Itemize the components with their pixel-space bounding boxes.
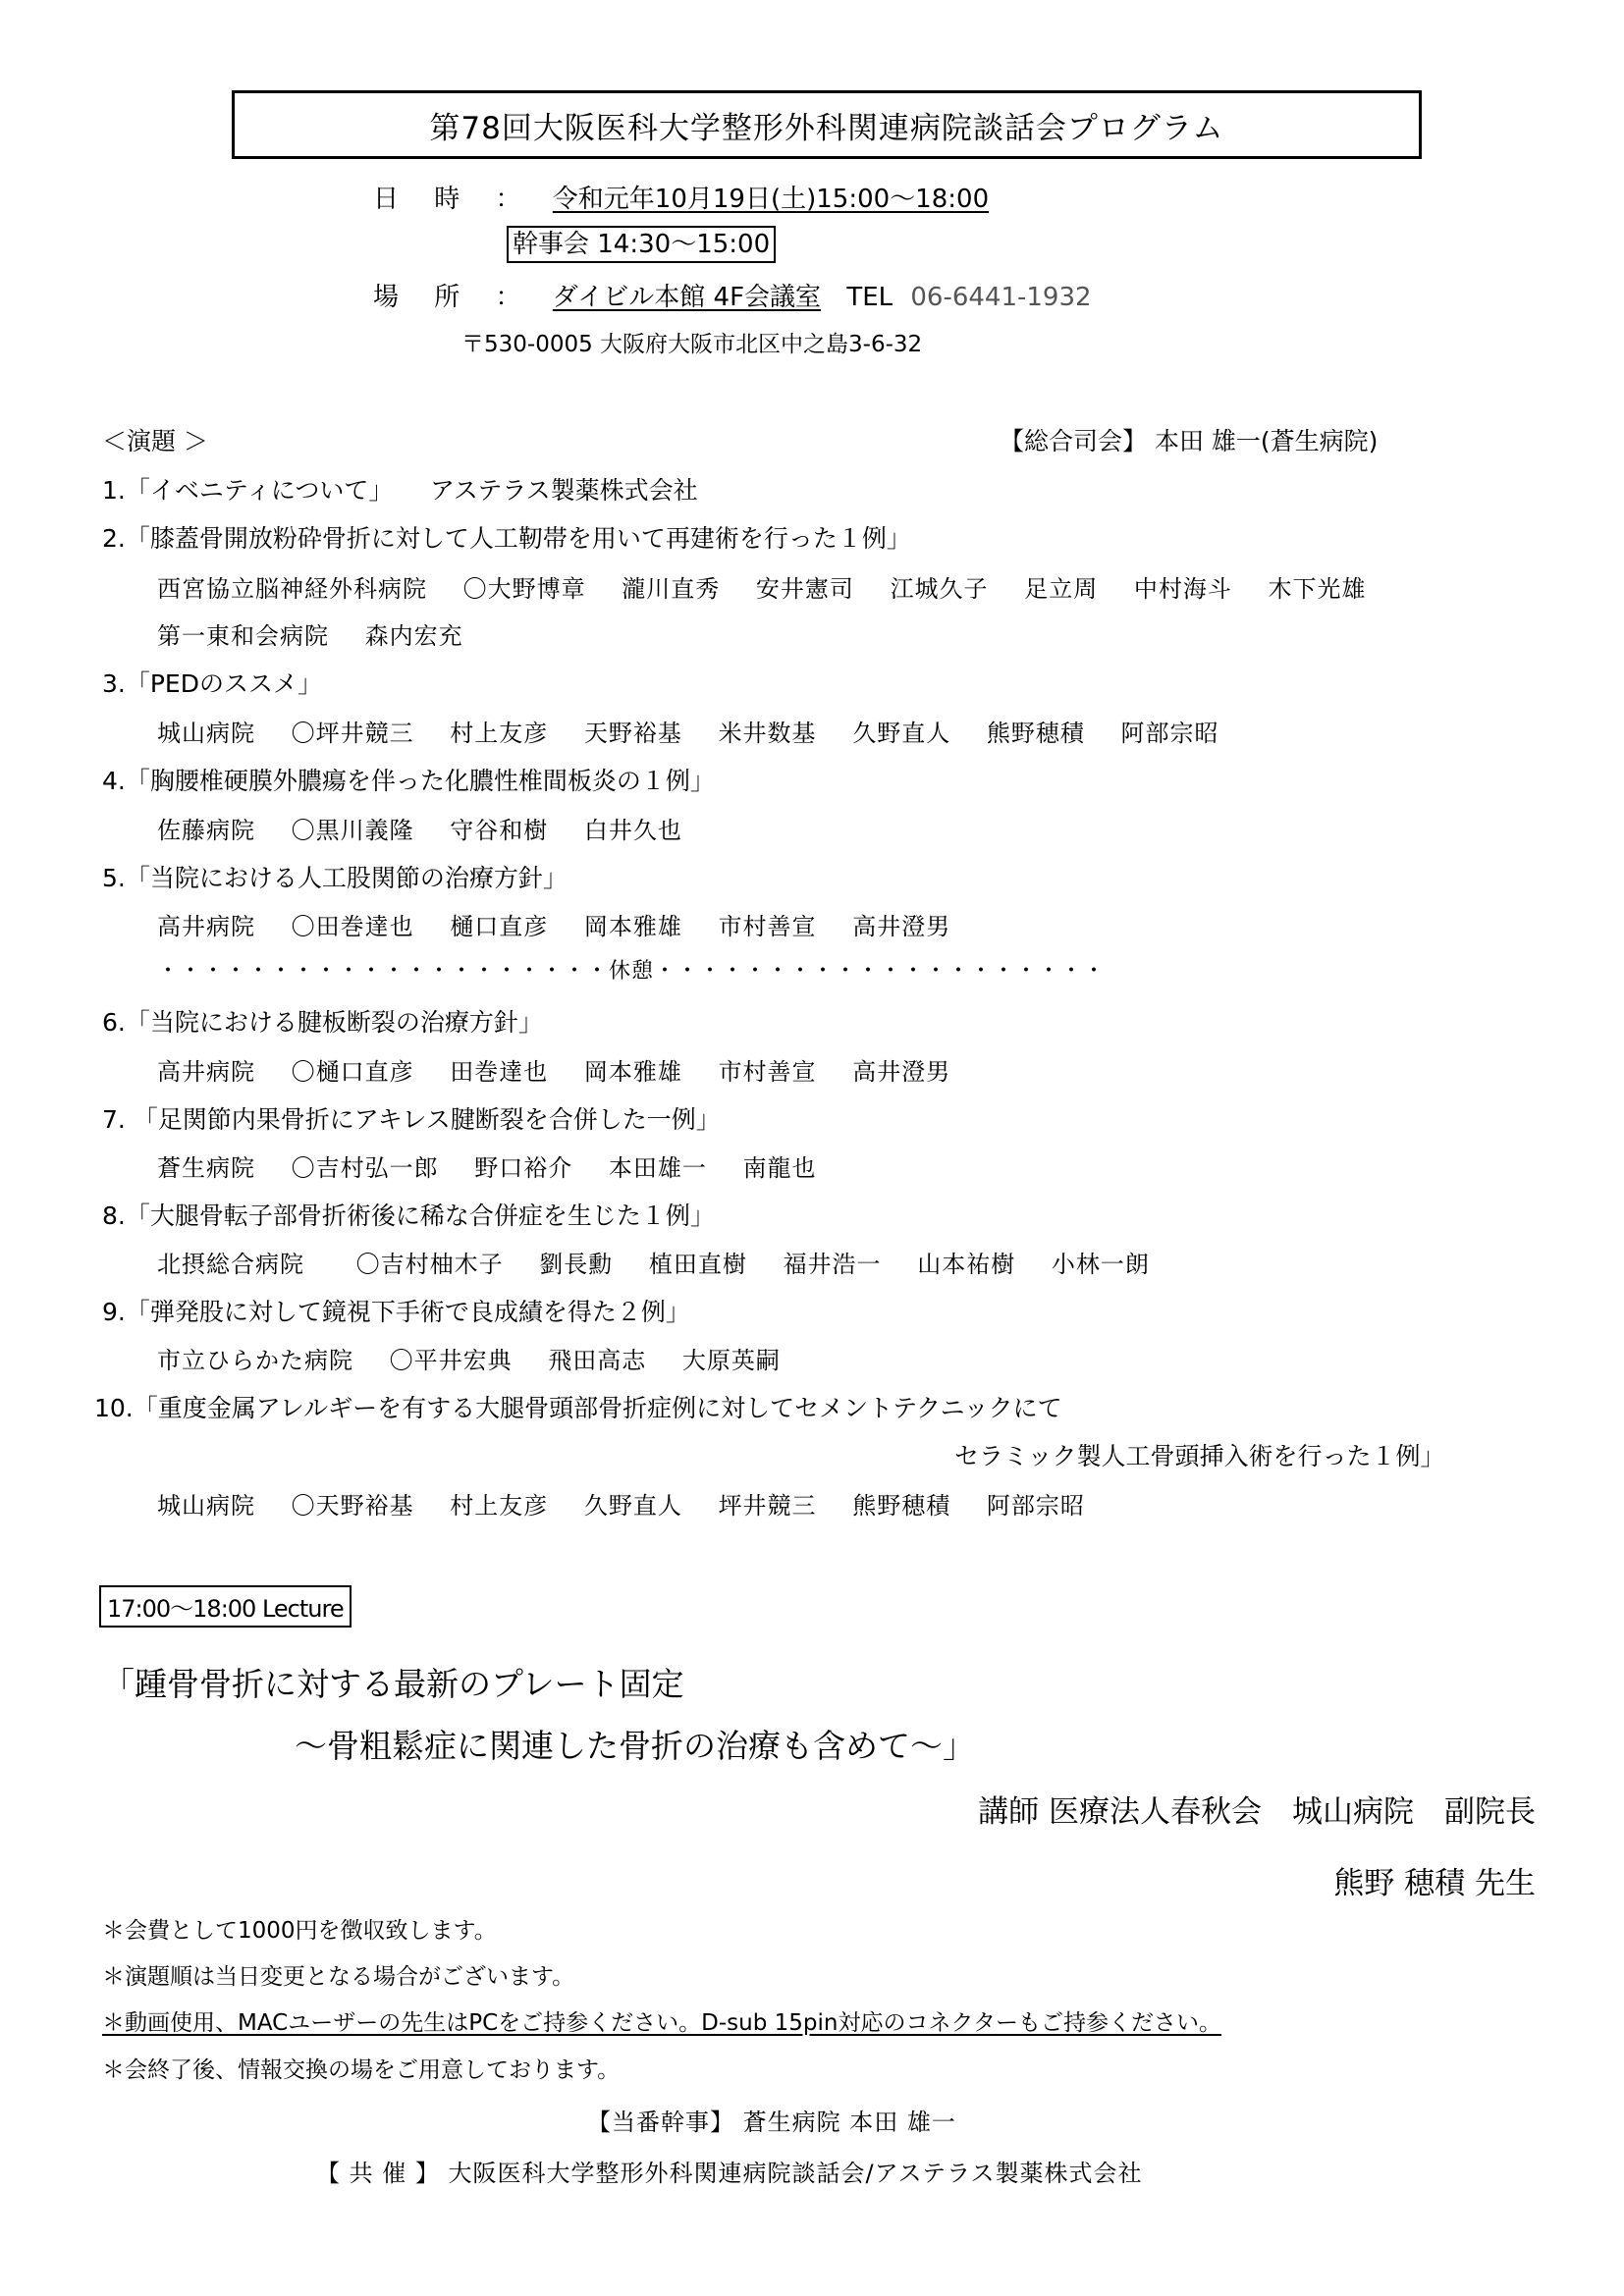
program-heading: ＜演題 ＞ — [102, 427, 208, 455]
tel-number: 06-6441-1932 — [910, 283, 1092, 312]
lecture-time: 17:00～18:00 Lecture — [99, 1585, 352, 1628]
author: 飛田高志 — [548, 1347, 647, 1374]
presenter: 〇黒川義隆 — [291, 817, 414, 844]
presenter: 〇坪井競三 — [291, 720, 414, 747]
note-fee: ＊会費として1000円を徴収致します。 — [102, 1918, 497, 1944]
affiliation: 城山病院 — [157, 1492, 255, 1520]
lecture-title-line-1: 「踵骨骨折に対する最新のプレート固定 — [102, 1665, 684, 1703]
author: 熊野穂積 — [852, 1492, 951, 1520]
author: 岡本雅雄 — [583, 913, 682, 940]
author: 森内宏充 — [364, 622, 463, 650]
datetime-row — [373, 179, 989, 215]
author: 大原英嗣 — [681, 1347, 781, 1374]
break-line: ・・・・・・・・・・・・・・・・・・・・休憩・・・・・・・・・・・・・・・・・・・・ — [157, 959, 1107, 984]
author: 高井澄男 — [852, 913, 951, 940]
author: 山本祐樹 — [917, 1251, 1016, 1278]
affiliation: 西宮協立脳神経外科病院 — [157, 575, 427, 603]
secretary-meeting: 幹事会 14:30～15:00 — [507, 226, 776, 263]
author: 阿部宗昭 — [986, 1492, 1085, 1520]
duty-secretary: 【当番幹事】 蒼生病院 本田 雄一 — [587, 2109, 956, 2136]
author: 劉長勳 — [539, 1251, 614, 1278]
author: 高井澄男 — [852, 1058, 951, 1086]
author: 坪井競三 — [718, 1492, 817, 1520]
talk-8-authors — [157, 1245, 1177, 1279]
talk-6-title: 6.「当院における腱板断裂の治療方針」 — [102, 1008, 543, 1037]
talk-2-title: 2.「膝蓋骨開放粉砕骨折に対して人工靭帯を用いて再建術を行った１例」 — [102, 524, 911, 553]
cosponsor: 【 共 催 】 大阪医科大学整形外科関連病院談話会/アステラス製薬株式会社 — [316, 2160, 1143, 2187]
author: 天野裕基 — [583, 720, 682, 747]
presenter: 〇田巻達也 — [291, 913, 414, 940]
venue-name: ダイビル本館 4F会議室 — [552, 283, 822, 312]
venue-address: 〒530-0005 大阪府大阪市北区中之島3-6-32 — [461, 332, 923, 357]
author: 安井憲司 — [755, 575, 854, 603]
talk-7-title: 7. 「足関節内果骨折にアキレス腱断裂を合併した一例」 — [102, 1105, 721, 1134]
author: 本田雄一 — [608, 1154, 707, 1182]
author: 田巻達也 — [450, 1058, 549, 1086]
talk-9-title: 9.「弾発股に対して鏡視下手術で良成績を得た２例」 — [102, 1298, 690, 1326]
affiliation: 高井病院 — [157, 913, 255, 940]
affiliation: 佐藤病院 — [157, 817, 255, 844]
author: 野口裕介 — [474, 1154, 573, 1182]
presenter: 〇吉村柚木子 — [355, 1251, 504, 1278]
datetime-value: 令和元年10月19日(土)15:00～18:00 — [552, 185, 990, 214]
author: 米井数基 — [718, 720, 817, 747]
tel-label: TEL — [846, 283, 893, 312]
talk-10-title: 10.「重度金属アレルギーを有する大腿骨頭部骨折症例に対してセメントテクニックにて — [94, 1394, 1062, 1422]
talk-9-authors — [157, 1341, 808, 1375]
venue-label: 場 所 ： — [373, 283, 535, 312]
talk-1-title: 1.「イベニティについて」 アステラス製薬株式会社 — [102, 476, 698, 505]
datetime-label: 日 時 ： — [373, 185, 535, 214]
talk-2-authors-line-2 — [157, 616, 491, 651]
talk-8-title: 8.「大腿骨転子部骨折術後に稀な合併症を生じた１例」 — [102, 1201, 715, 1230]
venue-row — [373, 277, 1092, 313]
talk-10-authors — [157, 1486, 1112, 1521]
author: 小林一朗 — [1051, 1251, 1150, 1278]
author: 木下光雄 — [1268, 575, 1367, 603]
affiliation: 北摂総合病院 — [157, 1251, 304, 1278]
presenter: 〇大野博章 — [462, 575, 586, 603]
affiliation: 第一東和会病院 — [157, 622, 329, 650]
affiliation: 市立ひらかた病院 — [157, 1347, 353, 1374]
lecture-speaker-affiliation: 講師 医療法人春秋会 城山病院 副院長 — [978, 1794, 1536, 1830]
talk-6-authors — [157, 1052, 978, 1087]
author: 福井浩一 — [783, 1251, 882, 1278]
author: 植田直樹 — [648, 1251, 747, 1278]
author: 足立周 — [1024, 575, 1099, 603]
author: 村上友彦 — [450, 1492, 549, 1520]
note-order: ＊演題順は当日変更となる場合がございます。 — [102, 1964, 575, 1990]
talk-5-authors — [157, 907, 978, 941]
talk-3-authors — [157, 714, 1246, 748]
author: 阿部宗昭 — [1120, 720, 1219, 747]
author: 瀧川直秀 — [622, 575, 721, 603]
note-pc: ＊動画使用、MACユーザーの先生はPCをご持参ください。D-sub 15pin対応のコネクターもご持参ください。 — [102, 2010, 1222, 2036]
page-title: 第78回大阪医科大学整形外科関連病院談話会プログラム — [232, 90, 1422, 159]
author: 村上友彦 — [450, 720, 549, 747]
talk-5-title: 5.「当院における人工股関節の治療方針」 — [102, 864, 568, 892]
affiliation: 高井病院 — [157, 1058, 255, 1086]
talk-3-title: 3.「PEDのススメ」 — [102, 669, 322, 698]
author: 白井久也 — [583, 817, 682, 844]
author: 中村海斗 — [1133, 575, 1232, 603]
moderator: 【総合司会】 本田 雄一(蒼生病院) — [1000, 427, 1379, 455]
presenter: 〇天野裕基 — [291, 1492, 414, 1520]
affiliation: 城山病院 — [157, 720, 255, 747]
presenter: 〇吉村弘一郎 — [291, 1154, 439, 1182]
author: 岡本雅雄 — [583, 1058, 682, 1086]
affiliation: 蒼生病院 — [157, 1154, 255, 1182]
talk-4-authors — [157, 811, 710, 845]
lecture-title-line-2: ～骨粗鬆症に関連した骨折の治療も含めて～」 — [295, 1727, 975, 1765]
author: 市村善宣 — [718, 1058, 817, 1086]
author: 江城久子 — [890, 575, 989, 603]
author: 樋口直彦 — [450, 913, 549, 940]
note-exchange: ＊会終了後、情報交換の場をご用意しております。 — [102, 2057, 621, 2083]
presenter: 〇平井宏典 — [389, 1347, 513, 1374]
author: 南龍也 — [742, 1154, 817, 1182]
talk-4-title: 4.「胸腰椎硬膜外膿瘍を伴った化膿性椎間板炎の１例」 — [102, 767, 715, 795]
talk-7-authors — [157, 1148, 844, 1183]
author: 熊野穂積 — [986, 720, 1085, 747]
author: 守谷和樹 — [450, 817, 549, 844]
talk-10-title-cont: セラミック製人工骨頭挿入術を行った１例」 — [954, 1442, 1445, 1470]
author: 久野直人 — [583, 1492, 682, 1520]
presenter: 〇樋口直彦 — [291, 1058, 414, 1086]
author: 久野直人 — [852, 720, 951, 747]
talk-2-authors-line-1 — [157, 569, 1393, 604]
lecture-speaker-name: 熊野 穂積 先生 — [1333, 1866, 1536, 1901]
secretary-meeting-row — [507, 224, 776, 260]
author: 市村善宣 — [718, 913, 817, 940]
